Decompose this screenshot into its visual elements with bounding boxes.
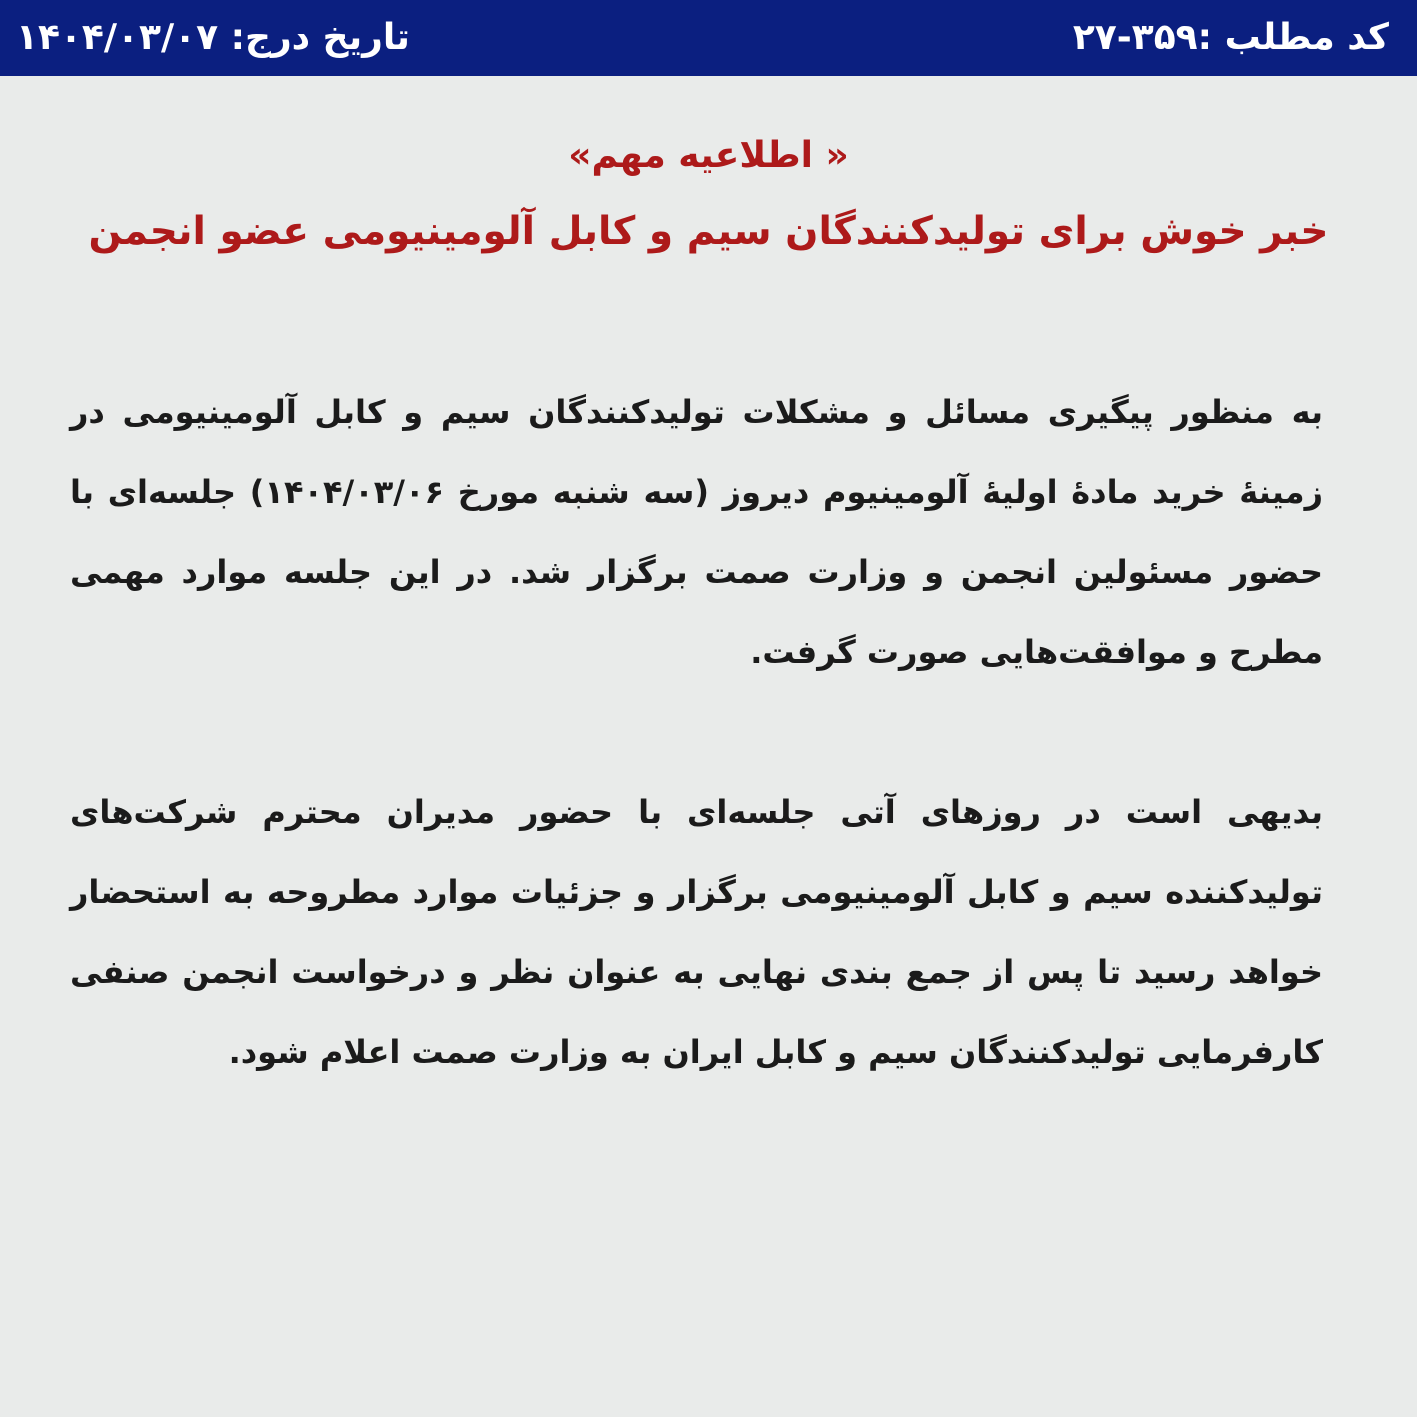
announcement-body (70, 372, 1323, 1092)
publish-date: تاریخ درج: ۱۴۰۴/۰۳/۰۷ (16, 17, 410, 58)
body-paragraph: به منظور پیگیری مسائل و مشکلات تولیدکنندگان سیم و کابل آلومینیومی در زمینهٔ خرید مادهٔ اولیهٔ آلومینیوم دیروز (سه شنبه مورخ ۱۴۰۴/۰۳/۰۶) جلسه‌ای با حضور مسئولین انجمن و وزارت صمت برگزار شد. در این جلسه موارد مهمی مطرح و موافقت‌هایی صورت گرفت. (70, 393, 1324, 671)
article-code: کد مطلب :۳۵۹-۲۷ (1072, 17, 1389, 58)
announcement-titles (0, 118, 1417, 270)
announcement-headline: خبر خوش برای تولیدکنندگان سیم و کابل آلومینیومی عضو انجمن (88, 209, 1329, 254)
announcement-label: « اطلاعیه مهم» (568, 135, 849, 176)
body-paragraph: بدیهی است در روزهای آتی جلسه‌ای با حضور مدیران محترم شرکت‌های تولیدکننده سیم و کابل آلومینیومی برگزار و جزئیات موارد مطروحه به استحضار خواهد رسید تا پس از جمع بندی نهایی به عنوان نظر و درخواست انجمن صنفی کارفرمایی تولیدکنندگان سیم و کابل ایران به وزارت صمت اعلام شود. (70, 793, 1323, 1071)
header-bar (0, 0, 1417, 76)
